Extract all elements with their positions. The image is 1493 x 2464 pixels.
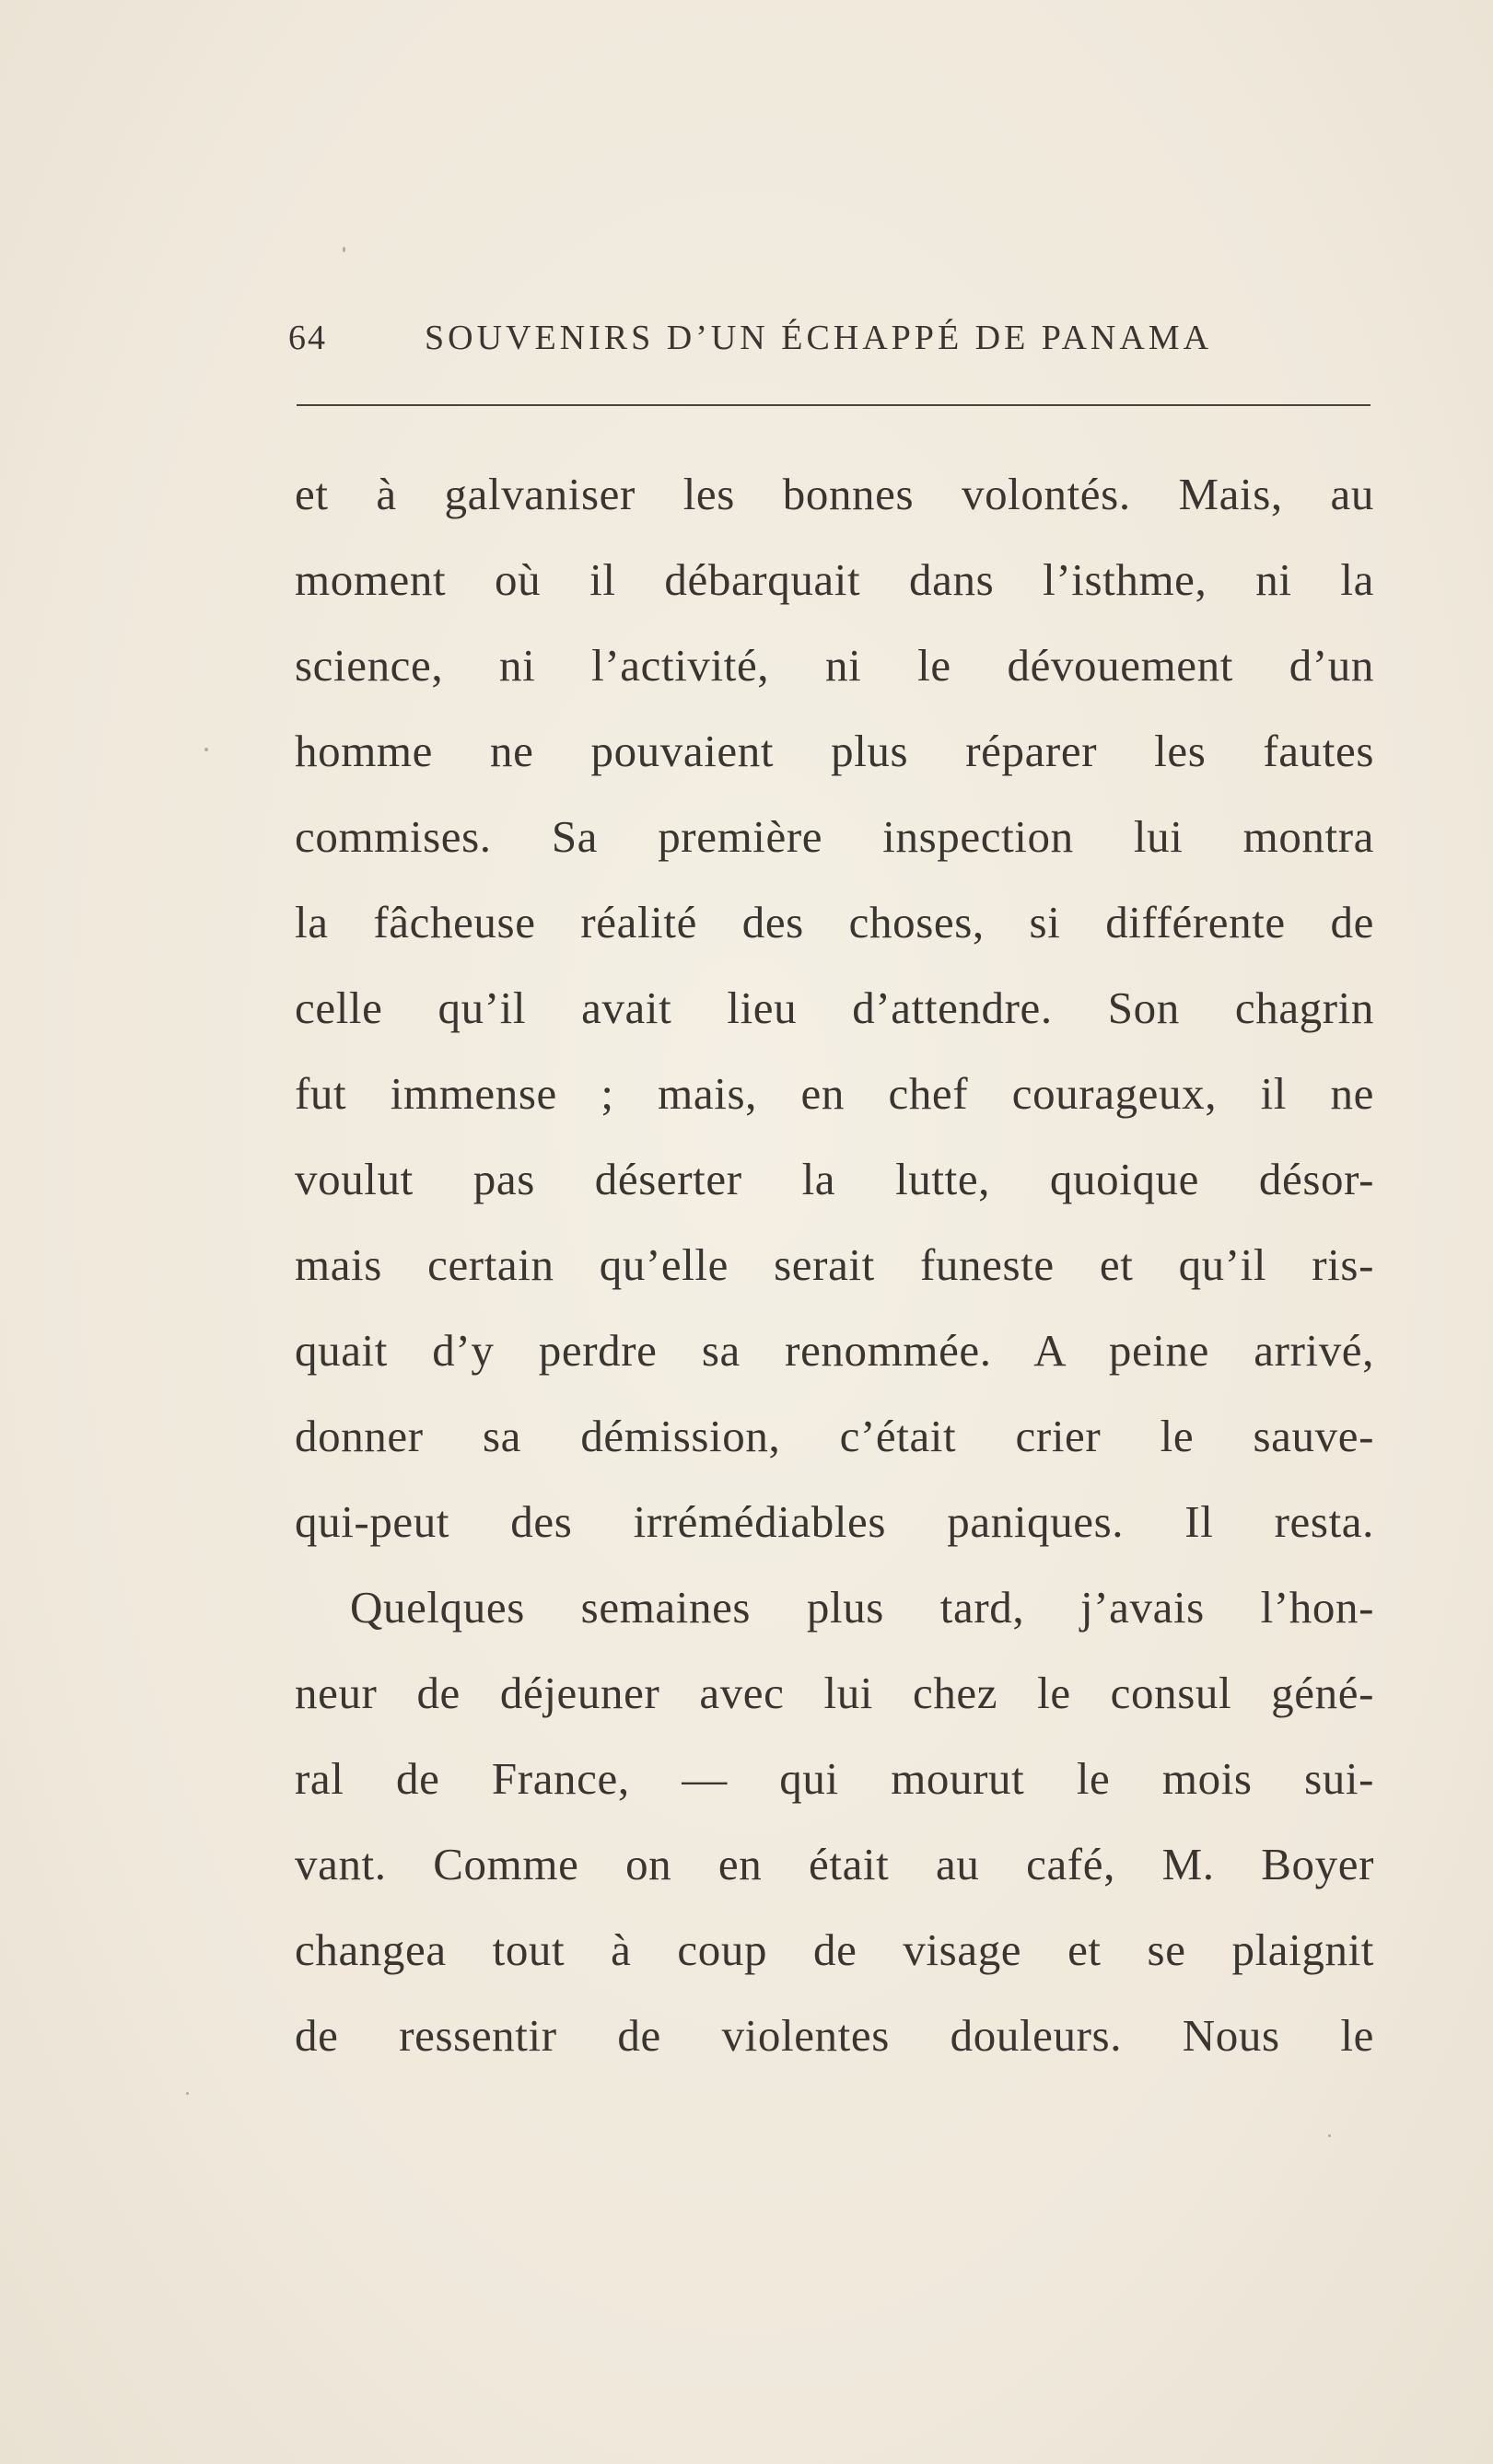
running-head — [288, 318, 1371, 364]
text-line: la fâcheuse réalité des choses, si différente de — [295, 897, 1374, 947]
text-line: science, ni l’activité, ni le dévouement d’un — [295, 640, 1374, 691]
text-line: qui-peut des irrémédiables paniques. Il resta. — [295, 1496, 1374, 1547]
text-line: voulut pas déserter la lutte, quoique désor- — [295, 1154, 1374, 1204]
header-rule — [297, 404, 1371, 406]
text-line: de ressentir de violentes douleurs. Nous le — [295, 2010, 1374, 2061]
text-line-paragraph-start: Quelques semaines plus tard, j’avais l’hon- — [350, 1582, 1374, 1633]
paper-speck — [1328, 2134, 1331, 2137]
text-line: changea tout à coup de visage et se plaignit — [295, 1924, 1374, 1975]
text-line: fut immense ; mais, en chef courageux, il ne — [295, 1068, 1374, 1119]
text-line: donner sa démission, c’était crier le sauve- — [295, 1411, 1374, 1461]
running-title: SOUVENIRS D’UN ÉCHAPPÉ DE PANAMA — [425, 319, 1213, 357]
text-line: celle qu’il avait lieu d’attendre. Son chagrin — [295, 982, 1374, 1033]
page-number: 64 — [288, 319, 327, 357]
paper-speck — [186, 2092, 189, 2095]
text-line: neur de déjeuner avec lui chez le consul géné- — [295, 1668, 1374, 1718]
text-line: ral de France, — qui mourut le mois sui- — [295, 1753, 1374, 1804]
text-line: vant. Comme on en était au café, M. Boyer — [295, 1839, 1374, 1889]
text-line: homme ne pouvaient plus réparer les fautes — [295, 726, 1374, 776]
paper-speck — [343, 247, 345, 252]
text-line: et à galvaniser les bonnes volontés. Mais, au — [295, 469, 1374, 519]
text-line: commises. Sa première inspection lui montra — [295, 811, 1374, 862]
paper-speck — [204, 748, 208, 751]
text-line: mais certain qu’elle serait funeste et qu’il ris- — [295, 1239, 1374, 1290]
text-line: quait d’y perdre sa renommée. A peine arrivé, — [295, 1325, 1374, 1376]
text-line: moment où il débarquait dans l’isthme, ni la — [295, 554, 1374, 605]
body-text — [295, 451, 1374, 2078]
